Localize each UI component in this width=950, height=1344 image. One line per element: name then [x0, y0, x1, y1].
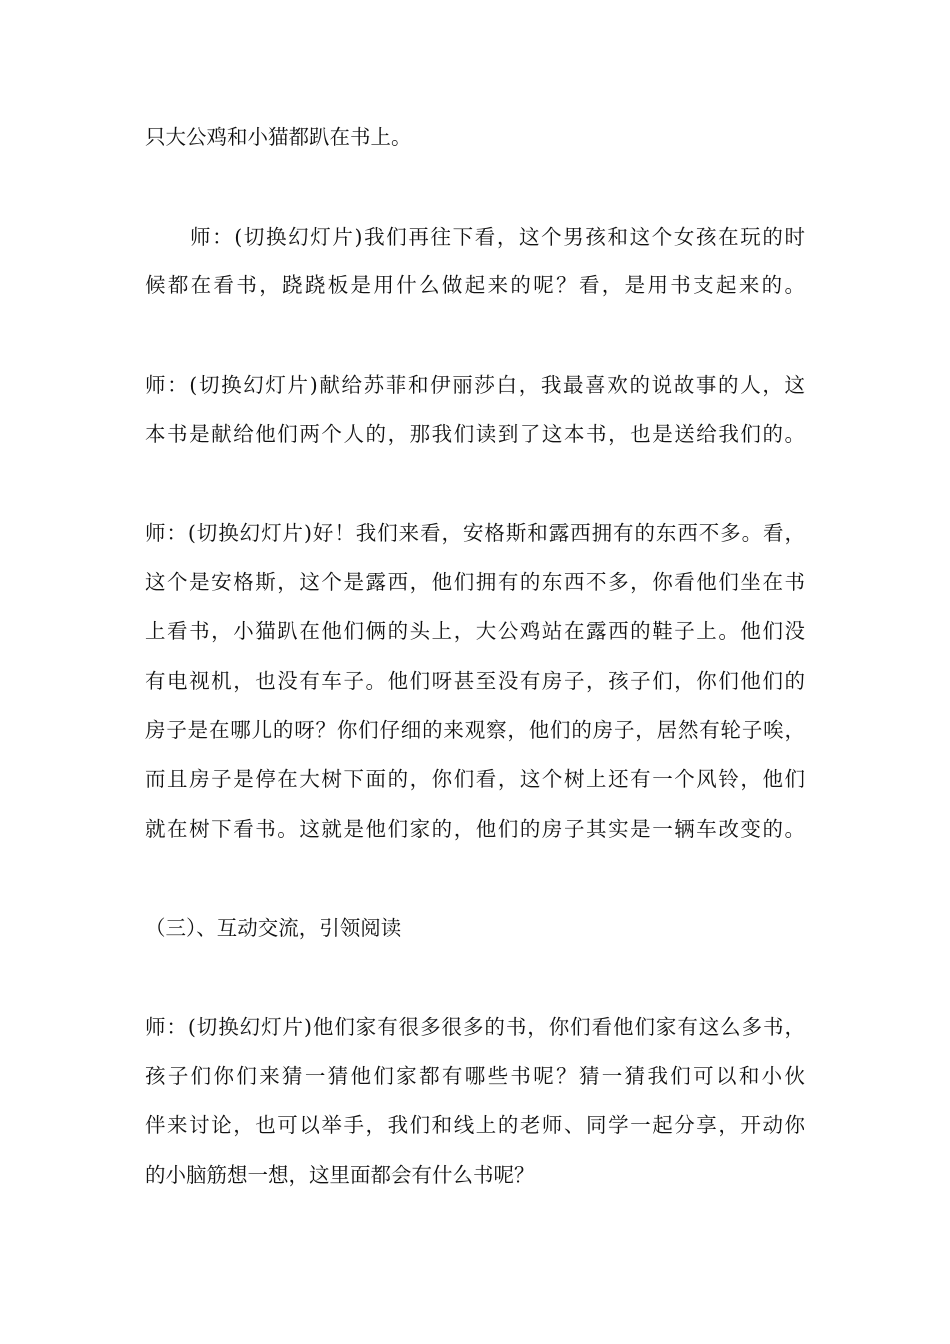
section-heading: （三）、互动交流，引领阅读 — [145, 916, 402, 940]
paragraph-line: 有电视机，也没有车子。他们呀甚至没有房子，孩子们，你们他们的 — [145, 669, 805, 693]
paragraph-line: 师：(切换幻灯片)他们家有很多很多的书，你们看他们家有这么多书， — [145, 1015, 805, 1039]
paragraph-line: 本书是献给他们两个人的，那我们读到了这本书，也是送给我们的。 — [145, 422, 805, 446]
paragraph-line: 伴来讨论，也可以举手，我们和线上的老师、同学一起分享，开动你 — [145, 1113, 805, 1137]
paragraph-line: 而且房子是停在大树下面的，你们看，这个树上还有一个风铃，他们 — [145, 767, 805, 791]
paragraph-line: 的小脑筋想一想，这里面都会有什么书呢？ — [145, 1163, 535, 1187]
paragraph-line: 这个是安格斯，这个是露西，他们拥有的东西不多，你看他们坐在书 — [145, 570, 805, 594]
paragraph-line: 师：(切换幻灯片)好！我们来看，安格斯和露西拥有的东西不多。看， — [145, 521, 805, 545]
paragraph-line: 只大公鸡和小猫都趴在书上。 — [145, 125, 412, 149]
paragraph-line: 就在树下看书。这就是他们家的，他们的房子其实是一辆车改变的。 — [145, 817, 805, 841]
paragraph-line: 候都在看书，跷跷板是用什么做起来的呢？看，是用书支起来的。 — [145, 273, 805, 297]
paragraph-line: 房子是在哪儿的呀？你们仔细的来观察，他们的房子，居然有轮子唉， — [145, 718, 805, 742]
paragraph-line: 孩子们你们来猜一猜他们家都有哪些书呢？猜一猜我们可以和小伙 — [145, 1064, 805, 1088]
paragraph-line: 师：(切换幻灯片)献给苏菲和伊丽莎白，我最喜欢的说故事的人，这 — [145, 373, 805, 397]
paragraph-line: 上看书，小猫趴在他们俩的头上，大公鸡站在露西的鞋子上。他们没 — [145, 619, 805, 643]
paragraph-line: 师：(切换幻灯片)我们再往下看，这个男孩和这个女孩在玩的时 — [190, 225, 805, 249]
